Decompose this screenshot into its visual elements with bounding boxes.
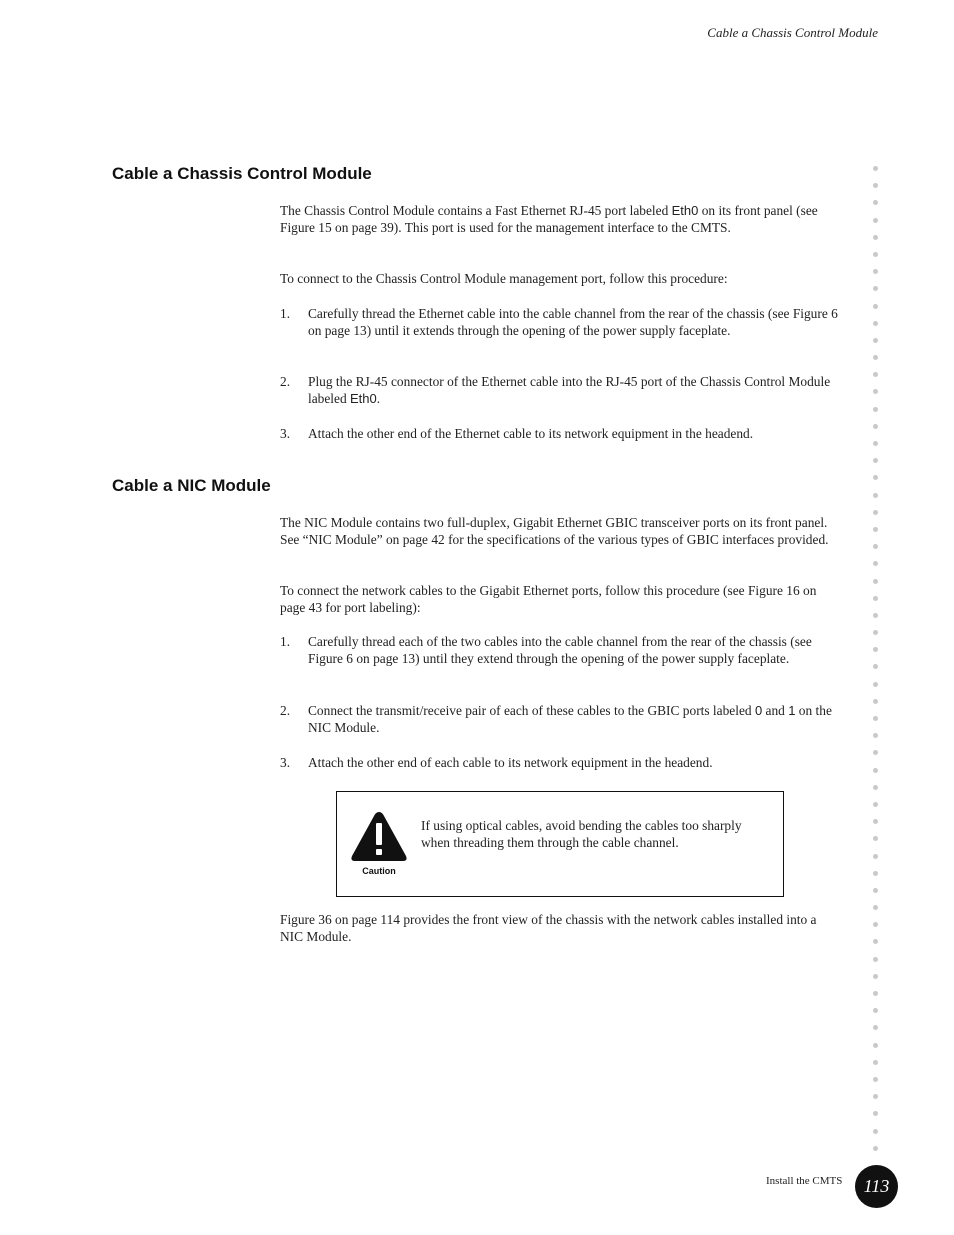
- margin-dot: [873, 939, 878, 944]
- margin-dot: [873, 1025, 878, 1030]
- caution-label: Caution: [362, 866, 396, 876]
- chassis-intro-paragraph: [280, 202, 842, 236]
- step-text-part: .: [376, 391, 381, 407]
- margin-dot: [873, 1129, 878, 1134]
- margin-dot: [873, 836, 878, 841]
- footer-chapter-label: Install the CMTS: [766, 1175, 843, 1187]
- margin-dot: [873, 1094, 878, 1099]
- port-label-code: Eth0: [350, 391, 377, 407]
- margin-dot: [873, 235, 878, 240]
- page-number-badge: 113: [855, 1165, 898, 1208]
- port-label-code: Eth0: [671, 203, 699, 218]
- warning-triangle-icon: [349, 810, 409, 865]
- margin-dot: [873, 579, 878, 584]
- margin-dot: [873, 493, 878, 498]
- margin-dot: [873, 252, 878, 257]
- margin-dot: [873, 1077, 878, 1082]
- margin-dot: [873, 166, 878, 171]
- margin-dot: [873, 974, 878, 979]
- lead-text: To connect the network cables to the Gigabit Ethernet ports, follow this procedure (see Figure 16 on page 43 for port labeling):: [280, 583, 817, 616]
- margin-dot: [873, 561, 878, 566]
- margin-dot: [873, 407, 878, 412]
- step-text: Carefully thread the Ethernet cable into the cable channel from the rear of the chassis (see Figure 6 on page 13) until it extends through the opening of the power supply faceplate.: [308, 306, 838, 339]
- margin-dot: [873, 785, 878, 790]
- margin-dot: [873, 802, 878, 807]
- step-text-part: Plug the RJ-45 connector of the Ethernet cable into the RJ-45 port of the Chassis Control Module labeled: [308, 374, 831, 407]
- step-number: 3.: [280, 426, 291, 441]
- step-text-part: on the NIC Module.: [308, 703, 832, 736]
- caution-callout: [336, 791, 784, 897]
- nic-lead-paragraph: [280, 582, 842, 616]
- step-text: Carefully thread each of the two cables into the cable channel from the rear of the chassis (see Figure 6 on page 13) until they extend through the opening of the power supply faceplate.: [308, 634, 812, 667]
- step-number: 1.: [280, 634, 291, 649]
- margin-dot: [873, 733, 878, 738]
- margin-dot: [873, 441, 878, 446]
- caution-text: If using optical cables, avoid bending the cables too sharply when threading them through the cable channel.: [421, 818, 742, 851]
- lead-text: To connect to the Chassis Control Module management port, follow this procedure:: [280, 271, 728, 286]
- step-number: 2.: [280, 703, 291, 718]
- running-header: Cable a Chassis Control Module: [707, 25, 878, 40]
- step-number: 1.: [280, 306, 291, 321]
- margin-dot: [873, 922, 878, 927]
- margin-dot: [873, 991, 878, 996]
- section-heading-chassis-control: Cable a Chassis Control Module: [112, 164, 372, 183]
- margin-dot: [873, 475, 878, 480]
- margin-dot: [873, 664, 878, 669]
- margin-dot: [873, 424, 878, 429]
- margin-dot: [873, 871, 878, 876]
- margin-dot: [873, 750, 878, 755]
- closing-text: Figure 36 on page 114 provides the front view of the chassis with the network cables installed into a NIC Module.: [280, 912, 817, 945]
- port-label-code: 0: [754, 703, 763, 718]
- margin-dot-rule: [873, 166, 881, 1163]
- step-text: [308, 702, 842, 736]
- margin-dot: [873, 372, 878, 377]
- step-number: 2.: [280, 374, 291, 389]
- margin-dot: [873, 888, 878, 893]
- margin-dot: [873, 183, 878, 188]
- port-label-code: 1: [788, 703, 796, 718]
- margin-dot: [873, 304, 878, 309]
- margin-dot: [873, 544, 878, 549]
- margin-dot: [873, 355, 878, 360]
- margin-dot: [873, 389, 878, 394]
- margin-dot: [873, 1146, 878, 1151]
- margin-dot: [873, 510, 878, 515]
- margin-dot: [873, 321, 878, 326]
- margin-dot: [873, 338, 878, 343]
- step-text: [308, 373, 842, 407]
- chassis-lead-paragraph: [280, 270, 842, 287]
- margin-dot: [873, 630, 878, 635]
- margin-dot: [873, 200, 878, 205]
- margin-dot: [873, 613, 878, 618]
- margin-dot: [873, 716, 878, 721]
- margin-dot: [873, 647, 878, 652]
- intro-text: The Chassis Control Module contains a Fast Ethernet RJ-45 port labeled: [280, 203, 672, 218]
- margin-dot: [873, 1008, 878, 1013]
- margin-dot: [873, 527, 878, 532]
- nic-intro-paragraph: [280, 514, 842, 548]
- margin-dot: [873, 957, 878, 962]
- margin-dot: [873, 819, 878, 824]
- closing-paragraph: [280, 911, 842, 945]
- margin-dot: [873, 854, 878, 859]
- margin-dot: [873, 269, 878, 274]
- section-heading-nic-module: Cable a NIC Module: [112, 476, 271, 495]
- margin-dot: [873, 699, 878, 704]
- intro-text: The NIC Module contains two full-duplex, Gigabit Ethernet GBIC transceiver ports on its front panel. See “NIC Module” on page 42 for the specifications of the various types of GBIC interfaces provided.: [280, 515, 829, 548]
- step-text-part: and: [762, 703, 789, 718]
- margin-dot: [873, 1111, 878, 1116]
- intro-text-cont: on its front panel (see Figure 15 on page 39). This port is used for the management interface to the CMTS.: [280, 203, 818, 236]
- margin-dot: [873, 1060, 878, 1065]
- margin-dot: [873, 1043, 878, 1048]
- step-text: Attach the other end of each cable to its network equipment in the headend.: [308, 755, 713, 770]
- margin-dot: [873, 286, 878, 291]
- margin-dot: [873, 905, 878, 910]
- step-text: Attach the other end of the Ethernet cable to its network equipment in the headend.: [308, 426, 754, 441]
- margin-dot: [873, 596, 878, 601]
- margin-dot: [873, 218, 878, 223]
- step-text-part: Connect the transmit/receive pair of each of these cables to the GBIC ports labeled: [308, 703, 755, 718]
- step-number: 3.: [280, 755, 291, 770]
- margin-dot: [873, 458, 878, 463]
- margin-dot: [873, 682, 878, 687]
- margin-dot: [873, 768, 878, 773]
